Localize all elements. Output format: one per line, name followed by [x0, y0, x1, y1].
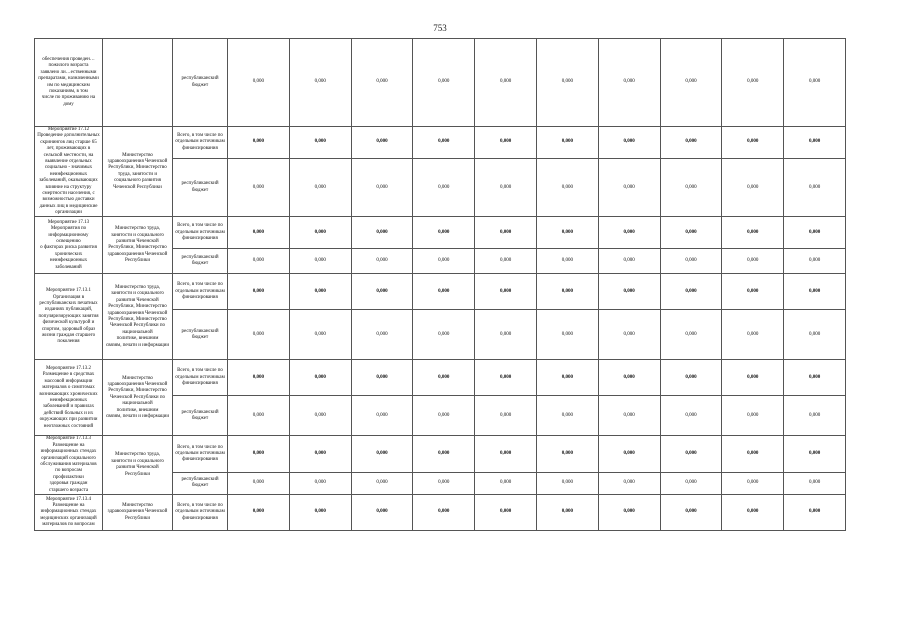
amount-cell: 0,000: [784, 39, 846, 127]
amount-cell: 0,000: [289, 159, 351, 217]
amount-cell: 0,000: [413, 396, 475, 436]
table-row: [35, 274, 846, 310]
amount-cell: 0,000: [536, 39, 598, 127]
amount-cell: 0,000: [413, 39, 475, 127]
amount-cell: 0,000: [598, 310, 660, 360]
funding-source-cell: Всего, в том числе по отдельным источникам финансирования: [173, 436, 228, 472]
amount-cell: 0,000: [784, 310, 846, 360]
amount-cell: 0,000: [660, 310, 722, 360]
amount-cell: 0,000: [413, 159, 475, 217]
amount-cell: 0,000: [722, 39, 784, 127]
amount-cell: 0,000: [475, 274, 537, 310]
amount-cell: 0,000: [289, 249, 351, 274]
funding-source-cell: Всего, в том числе по отдельным источникам финансирования: [173, 360, 228, 396]
amount-cell: 0,000: [413, 127, 475, 159]
amount-cell: 0,000: [351, 217, 413, 249]
amount-cell: 0,000: [722, 274, 784, 310]
amount-cell: 0,000: [722, 310, 784, 360]
amount-cell: 0,000: [228, 472, 290, 494]
amount-cell: 0,000: [228, 217, 290, 249]
table-row: [35, 494, 846, 530]
page-number: 753: [433, 23, 447, 33]
amount-cell: 0,000: [351, 436, 413, 472]
amount-cell: 0,000: [289, 494, 351, 530]
executor-cell: Министерство здравоохранения Чеченской Республики, Министерство Чеченской Республики по национальной политике, внешним связям, печати и информации: [103, 360, 173, 436]
amount-cell: 0,000: [289, 436, 351, 472]
amount-cell: 0,000: [289, 472, 351, 494]
amount-cell: 0,000: [784, 159, 846, 217]
amount-cell: 0,000: [413, 360, 475, 396]
funding-source-cell: республиканский бюджет: [173, 396, 228, 436]
amount-cell: 0,000: [289, 310, 351, 360]
amount-cell: 0,000: [784, 472, 846, 494]
amount-cell: 0,000: [660, 39, 722, 127]
funding-source-cell: республиканский бюджет: [173, 39, 228, 127]
amount-cell: 0,000: [598, 494, 660, 530]
table-row: [35, 217, 846, 249]
amount-cell: 0,000: [536, 472, 598, 494]
amount-cell: 0,000: [722, 436, 784, 472]
amount-cell: 0,000: [351, 127, 413, 159]
executor-cell: Министерство здравоохранения Чеченской Республики: [103, 494, 173, 530]
amount-cell: 0,000: [784, 396, 846, 436]
amount-cell: 0,000: [413, 436, 475, 472]
amount-cell: 0,000: [536, 360, 598, 396]
amount-cell: 0,000: [475, 472, 537, 494]
activity-cell: Мероприятие 17.13.4 Размещение на информационных стендах медицинских организаций материалов по вопросам: [35, 494, 103, 530]
activity-cell: Мероприятие 17.13.1 Организация в республиканских печатных изданиях публикаций, популяризирующих занятия физической культурой и спортом, здоровый образ жизни граждан старшего поколения: [35, 274, 103, 360]
executor-cell: Министерство труда, занятости и социального развития Чеченской Республики, Министерство здравоохранения Чеченской Республики: [103, 217, 173, 274]
amount-cell: 0,000: [289, 396, 351, 436]
amount-cell: 0,000: [289, 360, 351, 396]
amount-cell: 0,000: [289, 39, 351, 127]
amount-cell: 0,000: [351, 310, 413, 360]
amount-cell: 0,000: [536, 310, 598, 360]
amount-cell: 0,000: [598, 249, 660, 274]
amount-cell: 0,000: [536, 274, 598, 310]
amount-cell: 0,000: [784, 494, 846, 530]
amount-cell: 0,000: [351, 472, 413, 494]
amount-cell: 0,000: [598, 396, 660, 436]
amount-cell: 0,000: [228, 310, 290, 360]
amount-cell: 0,000: [289, 274, 351, 310]
amount-cell: 0,000: [289, 127, 351, 159]
amount-cell: 0,000: [598, 360, 660, 396]
amount-cell: 0,000: [228, 249, 290, 274]
amount-cell: 0,000: [660, 472, 722, 494]
table-row: [35, 39, 846, 127]
amount-cell: 0,000: [475, 217, 537, 249]
amount-cell: 0,000: [413, 310, 475, 360]
amount-cell: 0,000: [413, 274, 475, 310]
amount-cell: 0,000: [536, 127, 598, 159]
amount-cell: 0,000: [598, 217, 660, 249]
funding-source-cell: Всего, в том числе по отдельным источникам финансирования: [173, 274, 228, 310]
amount-cell: 0,000: [475, 127, 537, 159]
funding-source-cell: республиканский бюджет: [173, 310, 228, 360]
amount-cell: 0,000: [351, 274, 413, 310]
amount-cell: 0,000: [660, 494, 722, 530]
amount-cell: 0,000: [475, 436, 537, 472]
amount-cell: 0,000: [475, 39, 537, 127]
amount-cell: 0,000: [660, 396, 722, 436]
amount-cell: 0,000: [536, 396, 598, 436]
amount-cell: 0,000: [598, 274, 660, 310]
amount-cell: 0,000: [413, 494, 475, 530]
amount-cell: 0,000: [660, 436, 722, 472]
amount-cell: 0,000: [784, 249, 846, 274]
activity-cell: Мероприятие 17.13.2 Размещение в средствах массовой информации материалов о симптомах возникающих хронических неинфекционных заболеваний и правилах действий больных и их окружающих при развитии неотложных состояний: [35, 360, 103, 436]
amount-cell: 0,000: [598, 127, 660, 159]
amount-cell: 0,000: [475, 360, 537, 396]
amount-cell: 0,000: [536, 436, 598, 472]
amount-cell: 0,000: [475, 310, 537, 360]
funding-source-cell: Всего, в том числе по отдельным источникам финансирования: [173, 494, 228, 530]
funding-source-cell: республиканский бюджет: [173, 159, 228, 217]
amount-cell: 0,000: [228, 274, 290, 310]
amount-cell: 0,000: [536, 494, 598, 530]
amount-cell: 0,000: [722, 249, 784, 274]
amount-cell: 0,000: [784, 217, 846, 249]
activity-cell: обеспечения проведен… пожилого возраста заявлено ли…ественными препаратами, назначенными им по медицинским показаниям, в том числе по проживанию на дому: [35, 39, 103, 127]
amount-cell: 0,000: [784, 274, 846, 310]
amount-cell: 0,000: [598, 159, 660, 217]
funding-source-cell: республиканский бюджет: [173, 249, 228, 274]
amount-cell: 0,000: [784, 127, 846, 159]
amount-cell: 0,000: [660, 217, 722, 249]
amount-cell: 0,000: [351, 396, 413, 436]
amount-cell: 0,000: [660, 159, 722, 217]
amount-cell: 0,000: [289, 217, 351, 249]
amount-cell: 0,000: [598, 436, 660, 472]
amount-cell: 0,000: [722, 159, 784, 217]
amount-cell: 0,000: [351, 159, 413, 217]
budget-table: [34, 38, 846, 531]
amount-cell: 0,000: [228, 159, 290, 217]
executor-cell: Министерство труда, занятости и социального развития Чеченской Республики: [103, 436, 173, 495]
amount-cell: 0,000: [228, 396, 290, 436]
table-row: [35, 436, 846, 472]
amount-cell: 0,000: [722, 127, 784, 159]
amount-cell: 0,000: [722, 360, 784, 396]
amount-cell: 0,000: [660, 360, 722, 396]
funding-source-cell: Всего, в том числе по отдельным источникам финансирования: [173, 217, 228, 249]
executor-cell: [103, 39, 173, 127]
amount-cell: 0,000: [351, 360, 413, 396]
amount-cell: 0,000: [598, 472, 660, 494]
amount-cell: 0,000: [228, 494, 290, 530]
amount-cell: 0,000: [722, 472, 784, 494]
amount-cell: 0,000: [228, 360, 290, 396]
activity-cell: Мероприятие 17.13 Мероприятия по информационному освещению о факторах риска развития хронических неинфекционных заболеваний: [35, 217, 103, 274]
funding-source-cell: Всего, в том числе по отдельным источникам финансирования: [173, 127, 228, 159]
amount-cell: 0,000: [536, 217, 598, 249]
amount-cell: 0,000: [722, 396, 784, 436]
amount-cell: 0,000: [351, 249, 413, 274]
executor-cell: Министерство труда, занятости и социального развития Чеченской Республики, Министерство здравоохранения Чеченской Республики, Министерство Чеченской Республики по национальной политике, внешним связям, печати и информации: [103, 274, 173, 360]
amount-cell: 0,000: [351, 494, 413, 530]
amount-cell: 0,000: [413, 249, 475, 274]
amount-cell: 0,000: [536, 159, 598, 217]
amount-cell: 0,000: [722, 494, 784, 530]
amount-cell: 0,000: [228, 436, 290, 472]
table-row: [35, 127, 846, 159]
amount-cell: 0,000: [475, 159, 537, 217]
amount-cell: 0,000: [598, 39, 660, 127]
amount-cell: 0,000: [475, 396, 537, 436]
amount-cell: 0,000: [722, 217, 784, 249]
amount-cell: 0,000: [784, 436, 846, 472]
amount-cell: 0,000: [475, 494, 537, 530]
amount-cell: 0,000: [228, 127, 290, 159]
amount-cell: 0,000: [660, 249, 722, 274]
amount-cell: 0,000: [351, 39, 413, 127]
activity-cell: Мероприятие 17.13.3 Размещение на информационных стендах организаций социального обслуживания материалов по вопросам профилактики здоровья граждан старшего возраста: [35, 436, 103, 495]
executor-cell: Министерство здравоохранения Чеченской Республики, Министерство труда, занятости и социального развития Чеченской Республики: [103, 127, 173, 217]
activity-cell: Мероприятие 17.12 Проведение дополнительных скринингов лиц старше 65 лет, проживающих в сельской местности, на выявление отдельных социально - значимых неинфекционных заболеваний, оказывающих влияние на структуру смертности населения, с возможностью доставки данных лиц в медицинские организации: [35, 127, 103, 217]
amount-cell: 0,000: [660, 127, 722, 159]
amount-cell: 0,000: [228, 39, 290, 127]
amount-cell: 0,000: [660, 274, 722, 310]
amount-cell: 0,000: [784, 360, 846, 396]
amount-cell: 0,000: [536, 249, 598, 274]
amount-cell: 0,000: [475, 249, 537, 274]
amount-cell: 0,000: [413, 217, 475, 249]
amount-cell: 0,000: [413, 472, 475, 494]
funding-source-cell: республиканский бюджет: [173, 472, 228, 494]
table-row: [35, 360, 846, 396]
